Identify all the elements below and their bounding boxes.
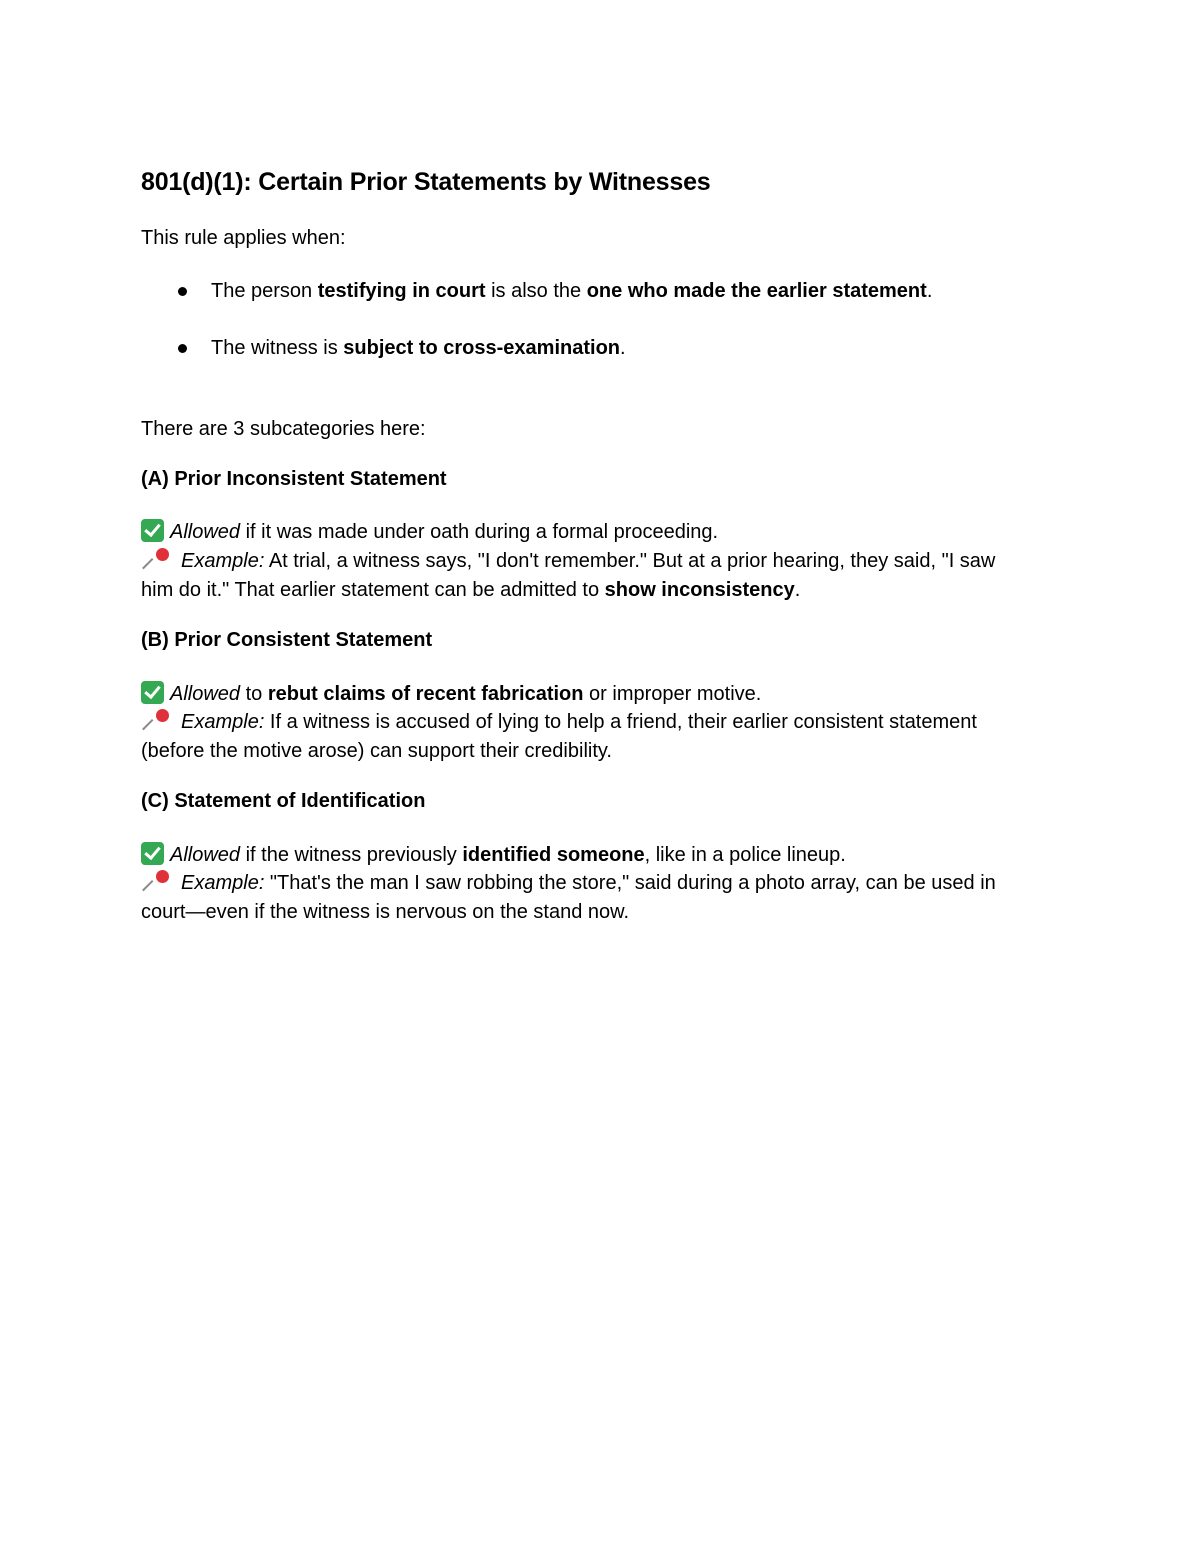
check-mark-icon xyxy=(141,681,164,704)
intro-text: This rule applies when: xyxy=(141,227,346,249)
page-title: 801(d)(1): Certain Prior Statements by Witnesses xyxy=(141,168,711,196)
allowed-line-b: Allowed to rebut claims of recent fabrication or improper motive. xyxy=(141,680,761,709)
bullet-dot xyxy=(178,344,187,353)
check-mark-icon xyxy=(141,842,164,865)
example-line-a1: Example: At trial, a witness says, "I don't remember." But at a prior hearing, they said, "I saw xyxy=(141,547,995,576)
subcategories-intro: There are 3 subcategories here: xyxy=(141,418,426,440)
check-mark-icon xyxy=(141,519,164,542)
bullet-dot xyxy=(178,287,187,296)
allowed-line-a: Allowed if it was made under oath during a formal proceeding. xyxy=(141,518,718,547)
section-heading-a: (A) Prior Inconsistent Statement xyxy=(141,468,447,490)
pushpin-icon xyxy=(147,708,173,732)
example-line-b1: Example: If a witness is accused of lying to help a friend, their earlier consistent statement xyxy=(141,708,977,737)
example-line-c2: court—even if the witness is nervous on the stand now. xyxy=(141,901,630,923)
pushpin-icon xyxy=(147,869,173,893)
example-line-b2: (before the motive arose) can support their credibility. xyxy=(141,740,612,762)
section-heading-c: (C) Statement of Identification xyxy=(141,790,426,812)
allowed-line-c: Allowed if the witness previously identified someone, like in a police lineup. xyxy=(141,841,846,870)
example-line-c1: Example: "That's the man I saw robbing the store," said during a photo array, can be used in xyxy=(141,869,996,898)
pushpin-icon xyxy=(147,547,173,571)
example-line-a2: him do it." That earlier statement can be admitted to show inconsistency. xyxy=(141,579,801,601)
bullet-text: The witness is subject to cross-examination. xyxy=(211,337,626,359)
bullet-text: The person testifying in court is also the one who made the earlier statement. xyxy=(211,280,933,302)
section-heading-b: (B) Prior Consistent Statement xyxy=(141,629,433,651)
